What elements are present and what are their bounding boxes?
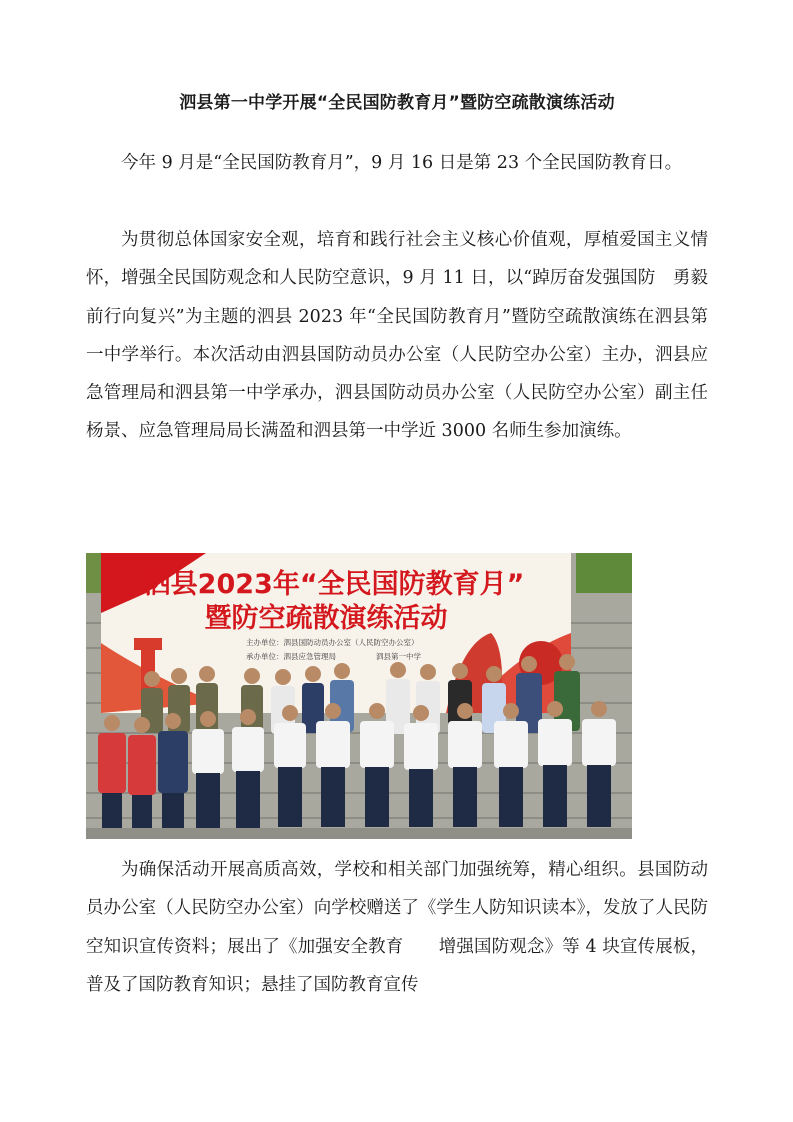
banner-co-organizer-b: 泗县第一中学 xyxy=(376,652,421,661)
banner-organizer: 主办单位：泗县国防动员办公室（人民防空办公室） xyxy=(246,638,419,647)
group-photo-illustration xyxy=(86,553,632,839)
group-photo xyxy=(86,553,632,839)
banner-title-line-1: 泗县2023年“全民国防教育月” xyxy=(143,569,525,600)
paragraph-3: 为确保活动开展高质高效，学校和相关部门加强统筹，精心组织。县国防动员办公室（人民防空办公室）向学校赠送了《学生人防知识读本》，发放了人民防空知识宣传资料；展出了《加强安全教育 增强国防观念》等 4 块宣传展板，普及了国防教育知识；悬挂了国防教育宣传 xyxy=(86,860,708,995)
paragraph-1: 今年 9 月是“全民国防教育月”，9 月 16 日是第 23 个全民国防教育日。 xyxy=(121,153,683,173)
paragraph-2: 为贯彻总体国家安全观，培育和践行社会主义核心价值观，厚植爱国主义情怀，增强全民国防观念和人民防空意识，9 月 11 日，以“踔厉奋发强国防 勇毅前行向复兴”为主题的泗县 2023 年“全民国防教育月”暨防空疏散演练在泗县第一中学举行。本次活动由泗县国防动员办公室（人民防空办公室）主办，泗县应急管理局和泗县第一中学承办，泗县国防动员办公室（人民防空办公室）副主任杨景、应急管理局局长满盈和泗县第一中学近 3000 名师生参加演练。 xyxy=(86,230,708,442)
banner-title-line-2: 暨防空疏散演练活动 xyxy=(204,603,448,634)
banner-co-organizer-a: 承办单位：泗县应急管理局 xyxy=(246,652,336,661)
article-title: 泗县第一中学开展“全民国防教育月”暨防空疏散演练活动 xyxy=(179,93,615,113)
